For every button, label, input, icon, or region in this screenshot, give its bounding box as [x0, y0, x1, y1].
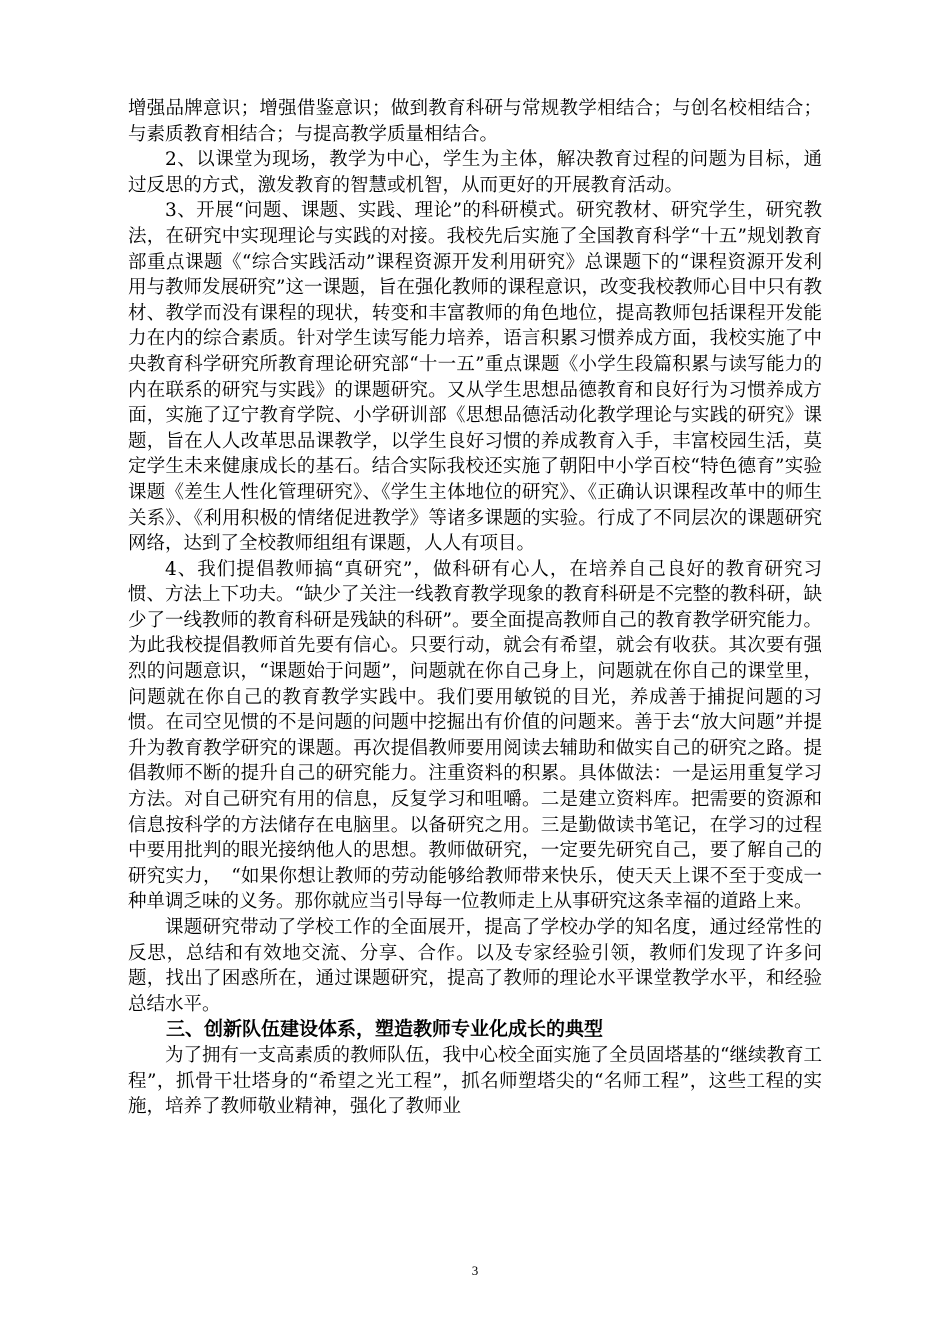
- paragraph-item-4: 4、我们提倡教师搞“真研究”，做科研有心人，在培养自己良好的教育研究习惯、方法上下功夫。“缺少了关注一线教育教学现象的教育科研是不完整的教科研，缺少了一线教师的教育科研是残缺的科研”。要全面提高教师自己的教育教学研究能力。为此我校提倡教师首先要有信心。只要行动，就会有希望，就会有收获。其次要有强烈的问题意识，“课题始于问题”，问题就在你自己身上，问题就在你自己的课堂里，问题就在你自己的教育教学实践中。我们要用敏锐的目光，养成善于捕捉问题的习惯。在司空见惯的不是问题的问题中挖掘出有价值的问题来。善于去“放大问题”并提升为教育教学研究的课题。再次提倡教师要用阅读去辅助和做实自己的研究之路。提倡教师不断的提升自己的研究能力。注重资料的积累。具体做法：一是运用重复学习方法。对自己研究有用的信息，反复学习和咀嚼。二是建立资料库。把需要的资源和信息按科学的方法储存在电脑里。以备研究之用。三是勤做读书笔记，在学习的过程中要用批判的眼光接纳他人的思想。教师做研究，一定要先研究自己，要了解自己的研究实力， “如果你想让教师的劳动能够给教师带来快乐，使天天上课不至于变成一种单调乏味的义务。那你就应当引导每一位教师走上从事研究这条幸福的道路上来。: [128, 558, 822, 913]
- paragraph-section-intro: 为了拥有一支高素质的教师队伍，我中心校全面实施了全员固塔基的“继续教育工程”，抓骨干壮塔身的“希望之光工程”，抓名师塑塔尖的“名师工程”，这些工程的实施，培养了教师敬业精神，强化了教师业: [128, 1044, 822, 1118]
- paragraph-item-3: 3、开展“问题、课题、实践、理论”的科研模式。研究教材、研究学生，研究教法，在研究中实现理论与实践的对接。我校先后实施了全国教育科学“十五”规划教育部重点课题《“综合实践活动”课程资源开发利用研究》总课题下的“课程资源开发利用与教师发展研究”这一课题，旨在强化教师的课程意识，改变我校教师心目中只有教材、教学而没有课程的现状，转变和丰富教师的角色地位，提高教师包括课程开发能力在内的综合素质。针对学生读写能力培养，语言积累习惯养成方面，我校实施了中央教育科学研究所教育理论研究部“十一五”重点课题《小学生段篇积累与读写能力的内在联系的研究与实践》的课题研究。又从学生思想品德教育和良好行为习惯养成方面，实施了辽宁教育学院、小学研训部《思想品德活动化教学理论与实践的研究》课题，旨在人人改革思品课教学，以学生良好习惯的养成教育入手，丰富校园生活，莫定学生未来健康成长的基石。结合实际我校还实施了朝阳中小学百校“特色德育”实验课题《差生人性化管理研究》、《学生主体地位的研究》、《正确认识课程改革中的师生关系》、《利用积极的情绪促进教学》等诸多课题的实验。行成了不同层次的课题研究网络，达到了全校教师组组有课题，人人有项目。: [128, 200, 822, 555]
- paragraph-item-2: 2、以课堂为现场，教学为中心，学生为主体，解决教育过程的问题为目标，通过反思的方式，激发教育的智慧或机智，从而更好的开展教育活动。: [128, 149, 822, 196]
- page-number: 3: [471, 1263, 479, 1278]
- paragraph-summary: 课题研究带动了学校工作的全面展开，提高了学校办学的知名度，通过经常性的反思，总结和有效地交流、分享、合作。以及专家经验引领，教师们发现了许多问题，找出了困惑所在，通过课题研究，提高了教师的理论水平课堂教学水平，和经验总结水平。: [128, 917, 822, 1015]
- paragraph-continued: 增强品牌意识；增强借鉴意识；做到教育科研与常规教学相结合；与创名校相结合；与素质教育相结合；与提高教学质量相结合。: [128, 98, 822, 145]
- page-body: [128, 96, 822, 1120]
- section-heading: 三、创新队伍建设体系，塑造教师专业化成长的典型: [166, 1018, 604, 1041]
